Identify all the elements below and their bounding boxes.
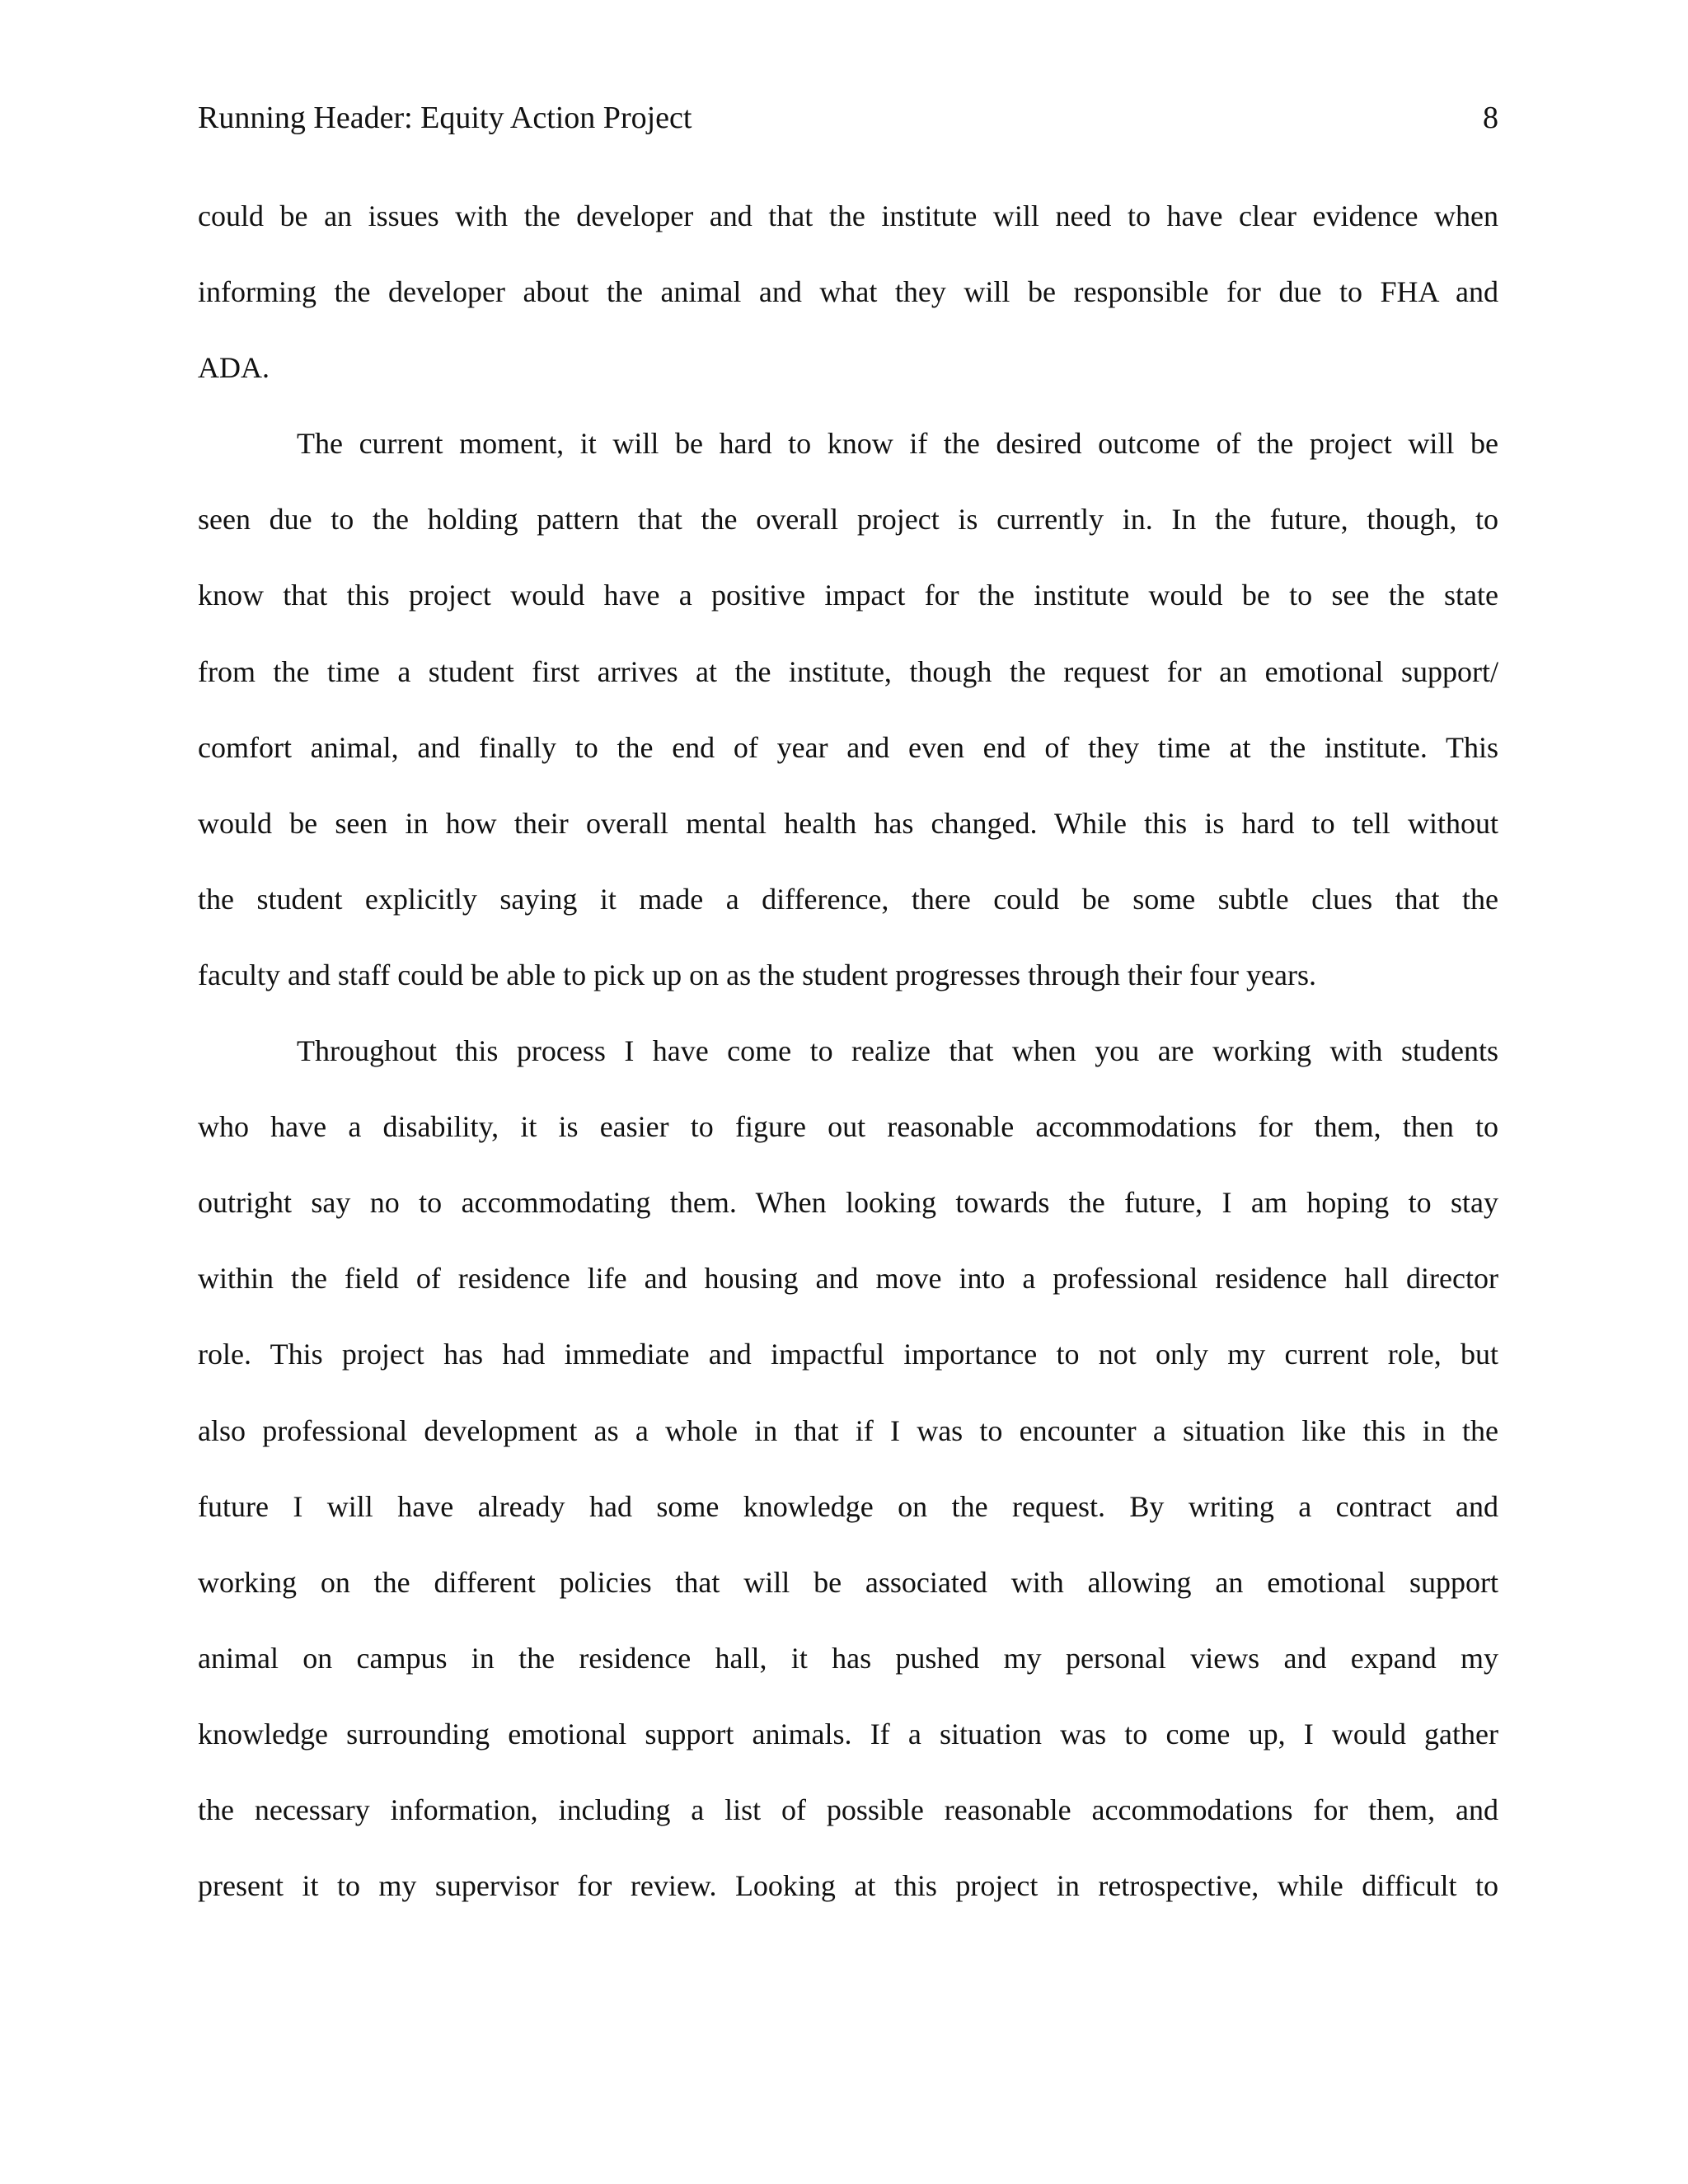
text-line: who have a disability, it is easier to figure out reasonable accommodations for them, then to: [198, 1110, 1498, 1144]
text-line: informing the developer about the animal and what they will be responsible for due to FHA and: [198, 275, 1498, 309]
text-line: The current moment, it will be hard to know if the desired outcome of the project will be: [297, 427, 1498, 461]
running-header: [198, 97, 1498, 138]
text-line: the student explicitly saying it made a difference, there could be some subtle clues that the: [198, 882, 1498, 916]
text-line: working on the different policies that will be associated with allowing an emotional support: [198, 1565, 1498, 1599]
text-line: future I will have already had some knowledge on the request. By writing a contract and: [198, 1489, 1498, 1523]
text-line: animal on campus in the residence hall, it has pushed my personal views and expand my: [198, 1641, 1498, 1675]
page-number: 8: [1483, 101, 1498, 135]
text-line: could be an issues with the developer and that the institute will need to have clear evidence when: [198, 199, 1498, 232]
text-line: from the time a student first arrives at the institute, though the request for an emotional support/: [198, 654, 1498, 688]
text-line: know that this project would have a positive impact for the institute would be to see the state: [198, 579, 1498, 612]
text-line: also professional development as a whole in that if I was to encounter a situation like this in the: [198, 1413, 1498, 1447]
text-line: present it to my supervisor for review. Looking at this project in retrospective, while difficult to: [198, 1869, 1498, 1903]
text-line: would be seen in how their overall mental health has changed. While this is hard to tell without: [198, 806, 1498, 840]
text-line: role. This project has had immediate and impactful importance to not only my current role, but: [198, 1338, 1498, 1371]
text-line: within the field of residence life and housing and move into a professional residence hall director: [198, 1262, 1498, 1296]
text-line: ADA.: [198, 351, 270, 385]
running-head-title: Running Header: Equity Action Project: [198, 101, 692, 135]
text-line: Throughout this process I have come to realize that when you are working with students: [297, 1034, 1498, 1068]
body-text: [198, 193, 1498, 1938]
text-line: comfort animal, and finally to the end of year and even end of they time at the institute. This: [198, 730, 1498, 764]
text-line: seen due to the holding pattern that the overall project is currently in. In the future, though, to: [198, 503, 1498, 537]
text-line: knowledge surrounding emotional support animals. If a situation was to come up, I would gather: [198, 1717, 1498, 1750]
text-line: faculty and staff could be able to pick up on as the student progresses through their four years.: [198, 958, 1316, 991]
text-line: outright say no to accommodating them. When looking towards the future, I am hoping to stay: [198, 1186, 1498, 1220]
text-line: the necessary information, including a list of possible reasonable accommodations for them, and: [198, 1793, 1498, 1826]
